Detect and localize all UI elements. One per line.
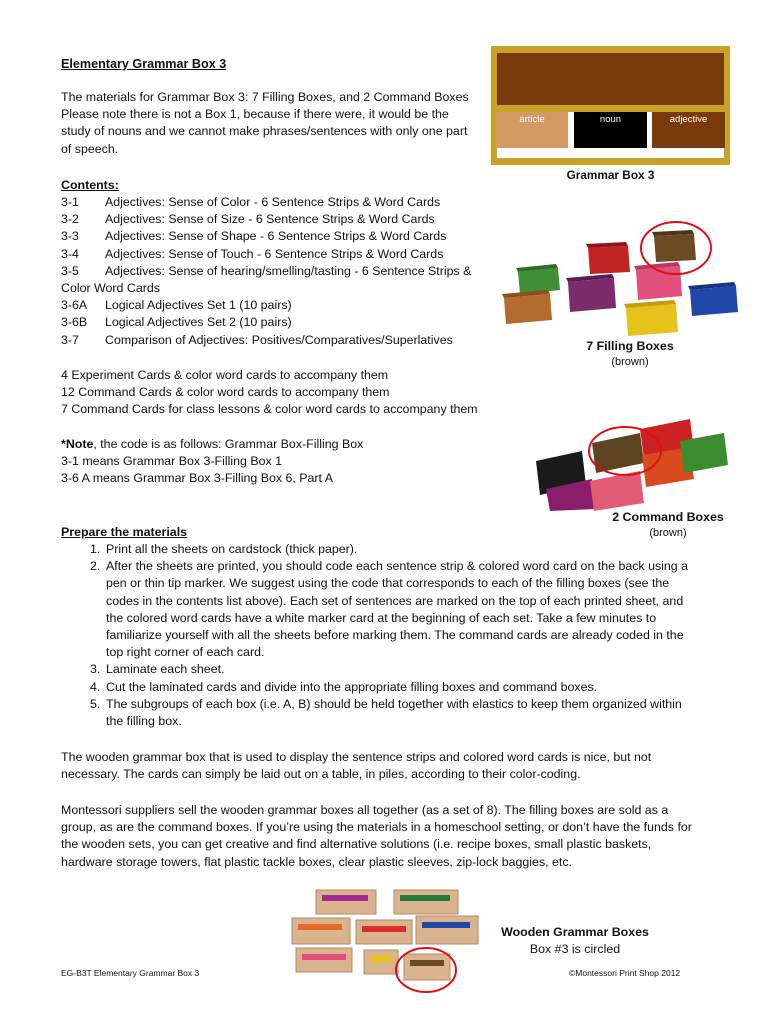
wooden-box-paragraph: The wooden grammar box that is used to display the sentence strips and colored word cards is nice, but not necessary. The cards can simply be laid out on a table, in piles, according to their color-coding.	[61, 750, 652, 782]
step-text: Print all the sheets on cardstock (thick paper).	[106, 542, 358, 556]
contents-text: Logical Adjectives Set 2 (10 pairs)	[105, 315, 292, 330]
grammar-box-top-compartment	[497, 53, 724, 105]
wooden-boxes-photo	[286, 886, 486, 998]
step-item	[61, 661, 701, 678]
intro-paragraph: The materials for Grammar Box 3: 7 Filling Boxes, and 2 Command Boxes Please note there is not a Box 1, because if there were, it would be the study of nouns and we cannot make phrases/sentences with only one part of speech.	[61, 90, 469, 156]
box-brown-target	[652, 230, 696, 262]
contents-code: 3-6B	[61, 315, 88, 330]
step-number: 3.	[90, 662, 101, 677]
contents-text: Adjectives: Sense of Color - 6 Sentence Strips & Word Cards	[105, 195, 441, 209]
contents-code: 3-2	[61, 212, 79, 227]
box-green	[516, 264, 560, 294]
note-label: *Note	[61, 437, 94, 451]
command-boxes-subcaption: (brown)	[649, 527, 687, 539]
contents-item	[61, 194, 481, 211]
step-number: 1.	[90, 542, 101, 556]
contents-item	[61, 332, 481, 349]
step-number: 4.	[90, 679, 101, 694]
contents-text: Comparison of Adjectives: Positives/Comparatives/Superlatives	[105, 332, 453, 347]
prepare-heading: Prepare the materials	[61, 525, 188, 539]
step-text: Cut the laminated cards and divide into the appropriate filling boxes and command boxes.	[106, 679, 598, 694]
note-line: 3-6 A means Grammar Box 3-Filling Box 6, Part A	[61, 471, 334, 486]
contents-text: Adjectives: Sense of hearing/smelling/tasting - 6 Sentence Strips &	[105, 263, 472, 278]
contents-code: 3-3	[61, 229, 79, 244]
card-count-line: 7 Command Cards for class lessons & color word cards to accompany them	[61, 402, 478, 417]
note-line: 3-1 means Grammar Box 3-Filling Box 1	[61, 454, 283, 469]
box-purple	[566, 274, 616, 312]
step-item	[61, 558, 701, 661]
contents-code: 3-7	[61, 332, 79, 347]
slot-article: article	[496, 112, 568, 148]
contents-item	[61, 314, 481, 331]
contents-item	[61, 246, 481, 263]
step-number: 5.	[90, 696, 101, 711]
box-yellow	[624, 300, 678, 336]
contents-item	[61, 263, 481, 280]
contents-code: 3-1	[61, 195, 79, 209]
contents-item-continuation: Color Word Cards	[61, 281, 160, 296]
suppliers-paragraph: Montessori suppliers sell the wooden grammar boxes all together (as a set of 8). The filling boxes are sold as a group, as are the command boxes. If you’re using the materials in a homeschool setting, or don’t have the funds for the wooden sets, you can get creative and find alternative solutions (i.e. recipe boxes, small plastic baskets, hardware storage towers, flat plastic tackle boxes, clear plastic sleeves, zip-lock baggies, etc.	[61, 803, 692, 869]
contents-item	[61, 297, 481, 314]
footer-right: ©Montessori Print Shop 2012	[569, 968, 681, 978]
step-text: After the sheets are printed, you should code each sentence strip & colored word card on the back using a pen or thin tip marker. We suggest using the code that corresponds to each of the filling boxes (see the codes in the contents list above). Each set of sentences are marked on the top of each printed sheet, and the colored word cards have a white marker card at the beginning of each set. Take a few minutes to familiarize yourself with all the sheets before marking them. The command cards are already coded in the top right corner of each card.	[106, 559, 689, 660]
contents-list	[61, 194, 481, 349]
step-item	[61, 541, 701, 558]
step-text: Laminate each sheet.	[106, 662, 225, 677]
code-note	[61, 436, 481, 488]
filling-boxes-caption: 7 Filling Boxes	[586, 339, 674, 353]
card-count-line: 4 Experiment Cards & color word cards to accompany them	[61, 368, 389, 382]
box-orange	[502, 290, 552, 324]
grammar-box-diagram	[491, 46, 730, 165]
contents-text: Logical Adjectives Set 1 (10 pairs)	[105, 298, 292, 313]
step-item	[61, 679, 701, 696]
filling-boxes-photo	[494, 216, 742, 342]
page-title: Elementary Grammar Box 3	[61, 57, 227, 71]
box-red	[586, 242, 630, 274]
grammar-box-caption: Grammar Box 3	[566, 168, 655, 182]
contents-text: Adjectives: Sense of Touch - 6 Sentence Strips & Word Cards	[105, 246, 444, 261]
slot-adjective: adjective	[652, 112, 725, 148]
contents-code: 3-4	[61, 246, 79, 261]
contents-heading: Contents:	[61, 178, 119, 192]
filling-boxes-subcaption: (brown)	[611, 356, 649, 368]
step-item	[61, 696, 701, 730]
slot-noun: noun	[574, 112, 647, 148]
wooden-boxes-subcaption: Box #3 is circled	[529, 942, 621, 956]
card-counts	[61, 367, 501, 419]
wooden-boxes-caption: Wooden Grammar Boxes	[501, 925, 649, 939]
card-count-line: 12 Command Cards & color word cards to accompany them	[61, 385, 390, 400]
footer-left: EG-B3T Elementary Grammar Box 3	[61, 968, 200, 978]
box-pink	[634, 262, 682, 300]
box-blue	[688, 282, 738, 316]
command-boxes-caption: 2 Command Boxes	[612, 510, 724, 524]
contents-code: 3-5	[61, 263, 79, 278]
contents-text: Adjectives: Sense of Size - 6 Sentence Strips & Word Cards	[105, 212, 435, 227]
step-number: 2.	[90, 559, 101, 574]
note-text: , the code is as follows: Grammar Box-Filling Box	[93, 437, 364, 451]
contents-code: 3-6A	[61, 298, 88, 313]
command-boxes-photo	[530, 411, 730, 511]
step-text: The subgroups of each box (i.e. A, B) should be held together with elastics to keep them organized within the filling box.	[106, 696, 682, 729]
contents-item	[61, 228, 481, 245]
contents-text: Adjectives: Sense of Shape - 6 Sentence Strips & Word Cards	[105, 229, 447, 244]
contents-item	[61, 211, 481, 228]
prepare-steps	[61, 541, 701, 730]
